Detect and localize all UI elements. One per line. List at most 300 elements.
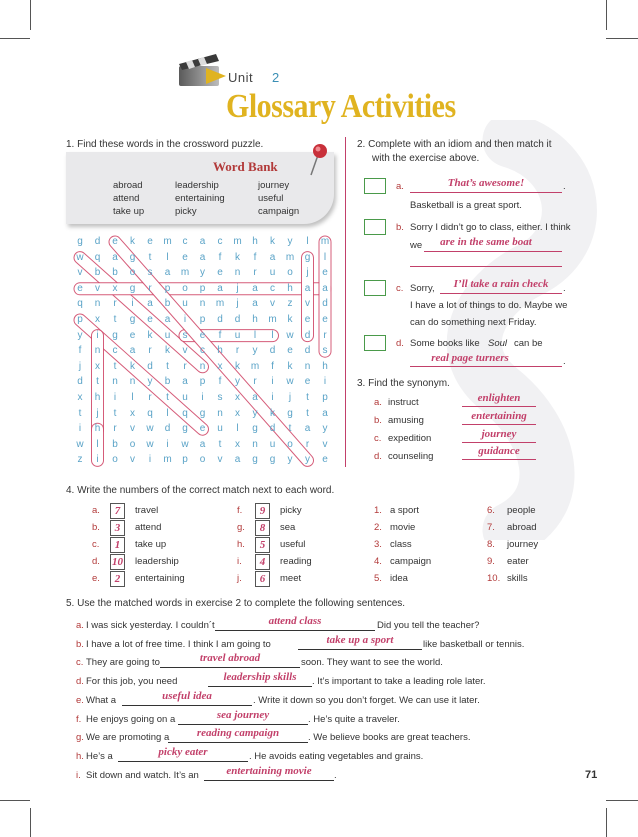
number-box[interactable] [255, 571, 270, 587]
puzzle-letter: v [182, 345, 188, 357]
answer-number: 4 [259, 556, 266, 568]
answer-line [298, 649, 422, 650]
puzzle-letter: x [77, 392, 83, 403]
answer-text: sea journey [216, 708, 270, 721]
answer-line [215, 630, 375, 631]
puzzle-letter: e [147, 314, 153, 325]
item-label: 10. [487, 573, 501, 584]
puzzle-letter: o [129, 267, 136, 279]
puzzle-letter: l [253, 329, 257, 341]
number-box[interactable] [255, 503, 270, 519]
sentence-text: . We believe books are great teachers. [308, 732, 471, 744]
match-word: abroad [507, 522, 537, 533]
puzzle-letter: k [235, 251, 240, 263]
puzzle-letter: k [287, 314, 293, 325]
puzzle-letter: e [217, 267, 223, 279]
puzzle-letter: g [269, 454, 276, 466]
puzzle-letter: p [182, 454, 188, 466]
puzzle-letter: d [269, 345, 276, 357]
puzzle-letter: s [217, 392, 223, 403]
match-word: campaign [390, 556, 432, 567]
puzzle-letter: a [182, 376, 188, 388]
puzzle-letter: t [166, 360, 169, 372]
text: Some books like [410, 338, 480, 349]
puzzle-letter: t [148, 251, 152, 263]
match-word: attend [135, 522, 162, 533]
sentence-text: We are promoting a [86, 732, 170, 744]
puzzle-letter: i [323, 376, 327, 388]
puzzle-letter: a [112, 251, 118, 263]
puzzle-letter: e [304, 314, 311, 325]
puzzle-letter: g [304, 251, 311, 263]
answer-line [462, 459, 536, 460]
puzzle-letter: c [217, 236, 223, 247]
item-label: a. [92, 505, 100, 516]
answer-number: 7 [114, 505, 121, 517]
puzzle-letter: p [199, 376, 206, 388]
match-word: leadership [135, 556, 179, 567]
word-bank-word: useful [258, 193, 284, 204]
puzzle-letter: a [199, 438, 206, 450]
puzzle-letter: i [96, 454, 99, 466]
sentence-text: like basketball or tennis. [423, 638, 525, 650]
puzzle-letter: m [250, 360, 260, 372]
puzzle-letter: j [78, 360, 82, 372]
answer-text: entertaining movie [226, 764, 312, 777]
item-label: d. [92, 556, 100, 567]
puzzle-letter: v [130, 454, 135, 466]
puzzle-letter: i [78, 423, 82, 435]
item-label: e. [76, 694, 84, 706]
text: Sorry, [410, 283, 435, 294]
puzzle-letter: x [95, 314, 100, 325]
puzzle-letter: h [94, 392, 101, 403]
puzzle-letter: o [129, 438, 136, 450]
puzzle-letter: w [286, 329, 294, 341]
item-label: 7. [487, 522, 495, 533]
answer-line [424, 251, 562, 252]
puzzle-letter: q [182, 407, 188, 419]
puzzle-letter: o [287, 267, 293, 279]
item-label: d. [374, 451, 382, 462]
puzzle-letter: q [147, 407, 153, 419]
puzzle-letter: r [148, 345, 152, 357]
puzzle-letter: s [147, 267, 153, 279]
puzzle-letter: r [148, 282, 152, 294]
word-bank-word: attend [113, 193, 140, 204]
item-label: g. [76, 732, 84, 744]
puzzle-letter: k [147, 329, 153, 341]
sentence-text: They are going to [86, 657, 160, 669]
answer-number: 2 [114, 573, 121, 585]
answer-text: reading campaign [196, 727, 280, 740]
item-label: f. [76, 713, 82, 725]
puzzle-letter: d [164, 423, 171, 435]
puzzle-letter: a [252, 282, 258, 294]
synonym-word: counseling [388, 451, 434, 462]
answer-number: 8 [259, 522, 266, 534]
crop-mark [606, 0, 607, 30]
ex3-instruction: 3. Find the synonym. [357, 378, 450, 389]
item-label: 3. [374, 539, 382, 550]
answer-text: picky eater [158, 745, 208, 758]
sentence-text: Did you tell the teacher? [377, 620, 480, 631]
match-box[interactable] [364, 219, 386, 235]
puzzle-letter: b [94, 267, 101, 279]
puzzle-letter: g [129, 282, 136, 294]
puzzle-letter: b [164, 298, 171, 310]
item-label: c. [92, 539, 100, 550]
puzzle-letter: u [269, 438, 276, 450]
puzzle-letter: t [78, 407, 82, 419]
puzzle-letter: o [112, 454, 118, 466]
puzzle-letter: q [94, 251, 101, 263]
match-word: eater [507, 556, 529, 567]
puzzle-letter: e [322, 314, 328, 325]
puzzle-letter: f [218, 376, 222, 388]
puzzle-letter: c [270, 282, 275, 294]
answer-text: leadership skills [223, 671, 297, 684]
answer-line [462, 424, 536, 425]
item-label: h. [76, 750, 84, 762]
puzzle-letter: n [199, 360, 206, 372]
item-label: a. [374, 397, 382, 408]
ex4-instruction: 4. Write the numbers of the correct match next to each word. [66, 485, 335, 496]
match-box[interactable] [364, 178, 386, 194]
puzzle-letter: a [164, 267, 171, 279]
puzzle-letter: f [78, 345, 82, 357]
match-word: take up [135, 539, 167, 550]
puzzle-letter: e [287, 345, 293, 357]
item-label: 1. [374, 505, 382, 516]
text: I have a lot of things to do. Maybe we [410, 300, 568, 311]
puzzle-letter: c [200, 345, 205, 357]
puzzle-letter: i [183, 314, 187, 325]
ex1-instruction: 1. Find these words in the crossword puzzle. [66, 139, 264, 150]
answer-number: 9 [259, 505, 266, 517]
puzzle-letter: f [253, 251, 257, 263]
answer-line [410, 366, 562, 367]
item-label: 8. [487, 539, 495, 550]
puzzle-letter: k [270, 236, 275, 247]
answer-line [178, 724, 308, 725]
puzzle-letter: w [146, 423, 154, 435]
puzzle-letter: g [182, 423, 188, 435]
puzzle-letter: d [234, 314, 241, 325]
puzzle-letter: u [234, 329, 241, 341]
puzzle-letter: x [235, 392, 240, 403]
puzzle-letter: d [304, 345, 311, 357]
answer-text: entertaining [471, 410, 527, 422]
number-box[interactable] [110, 503, 125, 519]
puzzle-letter: z [287, 298, 293, 310]
ex2-instruction-line2: with the exercise above. [372, 153, 480, 164]
puzzle-letter: k [235, 360, 240, 372]
puzzle-letter: y [305, 454, 310, 466]
puzzle-letter: j [288, 392, 292, 403]
puzzle-letter: q [77, 298, 83, 310]
puzzle-letter: y [287, 454, 293, 466]
puzzle-letter: i [271, 376, 274, 388]
puzzle-letter: g [252, 423, 258, 435]
match-box[interactable] [364, 280, 386, 296]
puzzle-letter: v [305, 298, 310, 310]
answer-text: attend class [268, 615, 322, 627]
puzzle-letter: m [163, 454, 172, 466]
puzzle-letter: i [166, 438, 169, 450]
puzzle-letter: m [163, 236, 172, 247]
page-title: Glossary Activities [226, 88, 456, 125]
puzzle-letter: h [287, 282, 293, 294]
answer-text: useful idea [162, 689, 212, 702]
number-box[interactable] [110, 554, 125, 570]
sentence-text: . It’s important to take a leading role later. [312, 676, 486, 688]
word-bank-word: picky [175, 206, 197, 217]
puzzle-letter: u [182, 392, 188, 403]
puzzle-letter: a [164, 314, 171, 325]
item-label: a. [396, 181, 404, 192]
item-label: 6. [487, 505, 495, 516]
sentence-text: I have a lot of free time. I think I am going to [86, 638, 271, 650]
puzzle-letter: j [96, 407, 99, 419]
number-box[interactable] [255, 537, 270, 553]
number-box[interactable] [255, 554, 270, 570]
puzzle-letter: a [252, 298, 258, 310]
puzzle-letter: f [218, 251, 222, 263]
text: Basketball is a great sport. [410, 200, 522, 211]
crop-mark [30, 0, 31, 30]
puzzle-letter: n [94, 298, 101, 310]
puzzle-letter: r [113, 423, 117, 435]
puzzle-letter: x [235, 407, 240, 419]
puzzle-letter: m [268, 314, 277, 325]
sentence-text: soon. They want to see the world. [301, 657, 443, 669]
puzzle-letter: a [304, 423, 311, 435]
number-box[interactable] [110, 571, 125, 587]
number-box[interactable] [110, 537, 125, 553]
puzzle-letter: a [252, 392, 258, 403]
text: Sorry I didn’t go to class, either. I think [410, 222, 571, 233]
match-box[interactable] [364, 335, 386, 351]
match-word: class [390, 539, 412, 550]
answer-line [122, 705, 252, 706]
puzzle-letter: r [253, 267, 257, 279]
puzzle-letter: n [217, 407, 223, 419]
answer-line [168, 742, 308, 743]
puzzle-letter: e [112, 236, 118, 247]
match-word: idea [390, 573, 408, 584]
puzzle-letter: e [199, 329, 206, 341]
puzzle-letter: r [305, 438, 310, 450]
page-number: 71 [585, 769, 598, 781]
puzzle-letter: w [76, 251, 84, 263]
puzzle-letter: c [182, 236, 188, 247]
puzzle-letter: p [199, 314, 206, 325]
puzzle-letter: r [113, 298, 117, 310]
puzzle-letter: e [182, 251, 188, 263]
puzzle-letter: l [306, 236, 309, 247]
puzzle-letter: o [182, 282, 188, 294]
answer-number: 3 [114, 522, 121, 534]
puzzle-letter: h [217, 345, 223, 357]
answer-text: travel abroad [199, 652, 261, 665]
unit-number: 2 [272, 70, 280, 85]
sentence-text: . He’s quite a traveler. [308, 713, 400, 725]
puzzle-letter: t [288, 423, 292, 435]
item-label: g. [237, 522, 245, 533]
item-label: 5. [374, 573, 382, 584]
item-label: b. [76, 638, 84, 650]
puzzle-letter: z [77, 454, 83, 466]
answer-number: 6 [259, 573, 266, 585]
puzzle-letter: d [147, 360, 153, 372]
match-word: sea [280, 522, 296, 533]
text: . [563, 181, 566, 192]
puzzle-letter: t [113, 407, 117, 419]
puzzle-letter: w [286, 376, 294, 388]
answer-line [440, 293, 562, 294]
match-word: entertaining [135, 573, 185, 584]
synonym-word: amusing [388, 415, 424, 426]
puzzle-letter: b [164, 376, 171, 388]
puzzle-letter: d [94, 236, 101, 247]
word-search-grid [73, 230, 343, 468]
item-label: 9. [487, 556, 495, 567]
puzzle-letter: s [182, 329, 188, 341]
puzzle-letter: n [199, 298, 206, 310]
answer-line [462, 406, 536, 407]
puzzle-letter: v [130, 423, 135, 435]
puzzle-letter: n [94, 345, 101, 357]
puzzle-letter: l [166, 251, 169, 263]
answer-number: 1 [114, 539, 121, 551]
puzzle-letter: a [129, 345, 136, 357]
answer-text: real page turners [431, 352, 509, 364]
puzzle-letter: u [164, 329, 171, 341]
item-label: 2. [374, 522, 382, 533]
puzzle-letter: t [306, 392, 309, 403]
synonym-word: expedition [388, 433, 432, 444]
item-label: d. [76, 676, 84, 688]
puzzle-letter: j [236, 298, 239, 310]
puzzle-letter: r [148, 392, 152, 403]
item-label: i. [76, 769, 81, 781]
pushpin-icon [305, 141, 329, 181]
puzzle-letter: v [77, 267, 83, 279]
puzzle-letter: n [252, 438, 258, 450]
puzzle-letter: m [180, 267, 190, 279]
sentence-text: He’s a [86, 750, 113, 762]
puzzle-letter: u [182, 298, 188, 310]
puzzle-letter: k [270, 407, 275, 419]
answer-number: 10 [112, 556, 123, 568]
puzzle-letter: f [218, 329, 222, 341]
puzzle-letter: v [95, 282, 100, 294]
puzzle-letter: i [131, 298, 134, 310]
puzzle-letter: l [131, 392, 134, 403]
text: . [563, 283, 566, 294]
sentence-text: I was sick yesterday. I couldn´t [86, 620, 215, 631]
synonym-word: instruct [388, 397, 419, 408]
sentence-text: What a [86, 694, 117, 706]
puzzle-letter: v [270, 298, 275, 310]
puzzle-letter: t [166, 392, 169, 403]
puzzle-letter: h [94, 423, 101, 435]
puzzle-letter: n [129, 376, 136, 388]
puzzle-letter: e [77, 282, 83, 294]
crop-mark [30, 808, 31, 837]
column-divider [345, 137, 346, 467]
puzzle-letter: g [77, 236, 83, 247]
puzzle-letter: a [199, 236, 206, 247]
word-bank-word: abroad [113, 180, 143, 191]
puzzle-letter: y [252, 407, 258, 419]
puzzle-letter: a [304, 282, 311, 294]
item-label: 4. [374, 556, 382, 567]
puzzle-letter: x [130, 407, 135, 419]
answer-text: That’s awesome! [447, 177, 525, 189]
item-label: b. [374, 415, 382, 426]
answer-number: 5 [259, 539, 266, 551]
puzzle-letter: y [235, 376, 240, 388]
puzzle-letter: j [306, 267, 309, 279]
sentence-text: Sit down and watch. It’s an [86, 769, 199, 781]
puzzle-letter: a [322, 282, 328, 294]
number-box[interactable] [255, 520, 270, 536]
puzzle-letter: o [287, 438, 293, 450]
sentence-text: He enjoys going on a [86, 713, 176, 725]
puzzle-letter: h [252, 236, 258, 247]
text-italic: Soul [488, 338, 508, 349]
puzzle-letter: r [253, 376, 257, 388]
puzzle-letter: a [269, 251, 276, 263]
puzzle-letter: p [77, 314, 83, 325]
text: can be [514, 338, 543, 349]
puzzle-letter: r [235, 345, 240, 357]
item-label: d. [396, 338, 404, 349]
item-label: h. [237, 539, 245, 550]
puzzle-letter: h [322, 360, 328, 372]
puzzle-letter: g [129, 314, 136, 325]
answer-text: enlighten [477, 392, 521, 404]
answer-line [462, 442, 536, 443]
puzzle-letter: y [200, 267, 205, 279]
puzzle-letter: y [252, 345, 258, 357]
word-bank-word: journey [258, 180, 290, 191]
puzzle-letter: c [112, 345, 118, 357]
puzzle-letter: i [201, 392, 204, 403]
puzzle-letter: x [217, 360, 223, 372]
ex2-instruction: 2. Complete with an idiom and then match it [357, 139, 552, 150]
number-box[interactable] [110, 520, 125, 536]
puzzle-letter: h [252, 314, 258, 325]
crop-mark [606, 800, 638, 801]
puzzle-letter: g [129, 251, 136, 263]
word-bank-word: campaign [258, 206, 300, 217]
puzzle-letter: g [252, 454, 258, 466]
puzzle-letter: o [199, 454, 206, 466]
puzzle-letter: g [199, 407, 206, 419]
crop-mark [606, 38, 638, 39]
text: we [410, 240, 423, 251]
puzzle-letter: t [306, 407, 309, 419]
item-label: b. [396, 222, 404, 233]
puzzle-letter: b [112, 438, 118, 450]
puzzle-letter: l [96, 438, 99, 450]
item-label: b. [92, 522, 100, 533]
match-word: skills [507, 573, 528, 584]
match-word: journey [507, 539, 539, 550]
